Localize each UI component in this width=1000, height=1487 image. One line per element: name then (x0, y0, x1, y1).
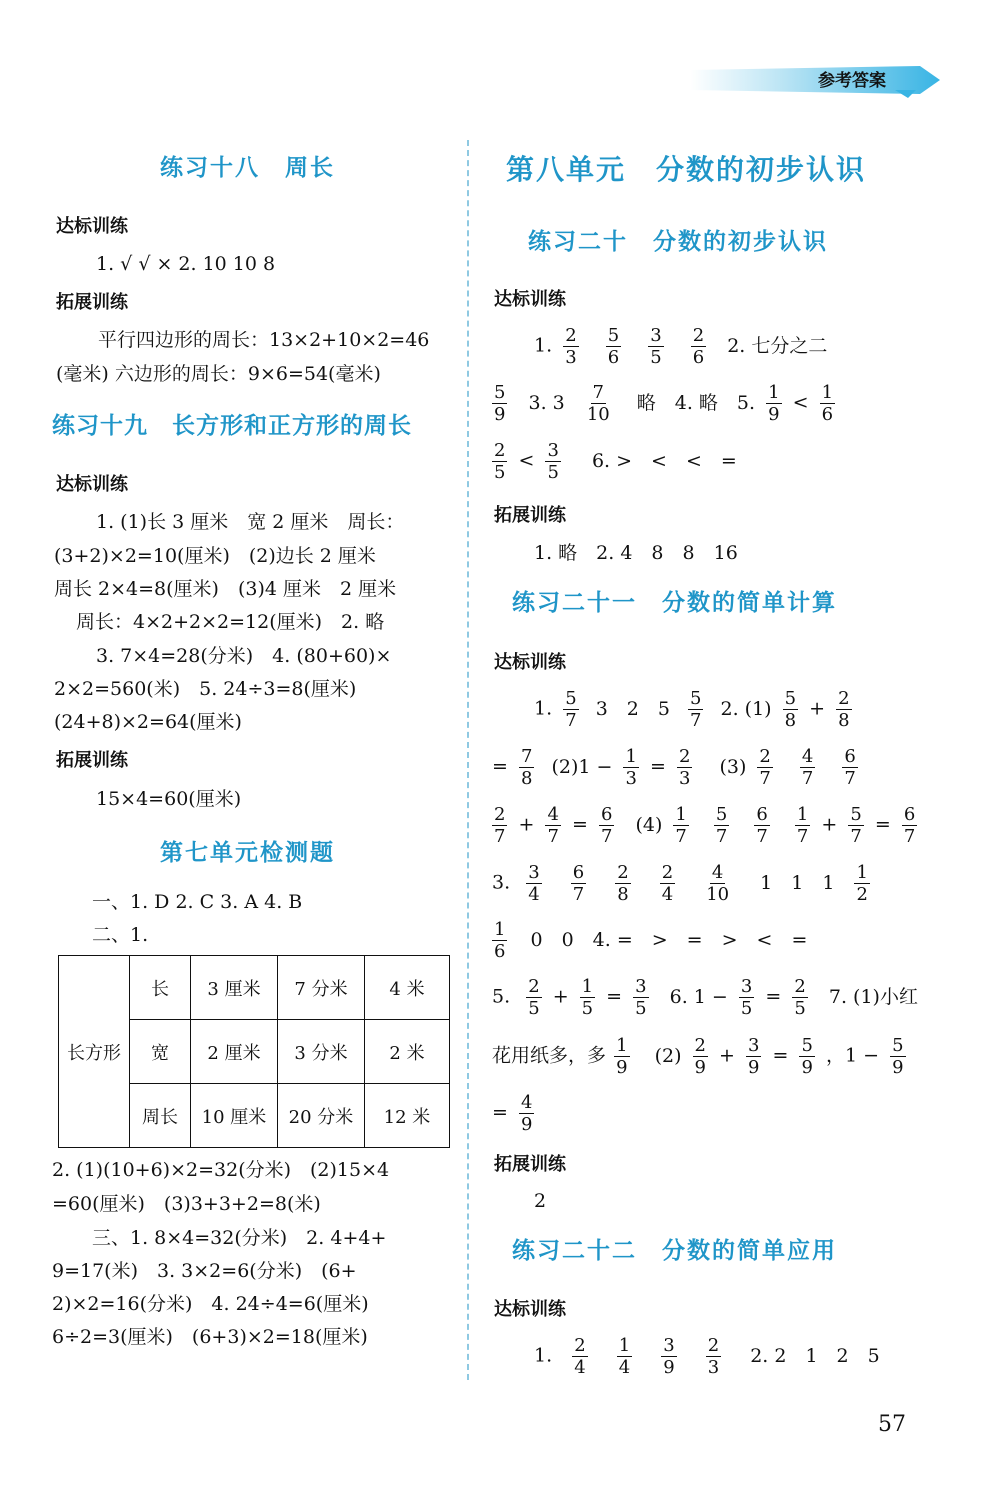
ex21-line-prefix: 3. (492, 871, 511, 894)
table-cell: 2 厘米 (191, 1020, 278, 1084)
denominator: 7 (844, 768, 856, 789)
numerator: 2 (759, 746, 771, 767)
denominator: 9 (520, 1114, 533, 1135)
numerator: 5 (715, 804, 728, 825)
ex21-line (492, 1092, 539, 1135)
fraction (617, 1335, 632, 1378)
fraction (599, 804, 614, 847)
unit8-title: 第八单元 分数的初步认识 (506, 153, 867, 186)
numerator: 2 (838, 688, 850, 709)
denominator: 4 (618, 1357, 631, 1378)
numerator: 3 (635, 976, 647, 997)
fraction (799, 1035, 814, 1078)
numerator: 4 (520, 1092, 533, 1113)
fraction (792, 976, 807, 1019)
denominator: 5 (494, 462, 506, 483)
ex21-line-text: 花用纸多，多 (492, 1044, 607, 1067)
denominator: 7 (796, 826, 809, 847)
numerator: 6 (756, 804, 768, 825)
ex21-standard-heading: 达标训练 (494, 652, 566, 673)
fraction (633, 976, 648, 1019)
fraction (519, 746, 534, 789)
ex21-line-text: 0 0 4. = > = > < = (530, 928, 808, 951)
fraction (572, 1335, 587, 1378)
numerator: 2 (574, 1335, 586, 1356)
denominator: 9 (892, 1057, 904, 1078)
denominator: 9 (694, 1057, 706, 1078)
ex19-title: 练习十九 长方形和正方形的周长 (52, 413, 412, 439)
fraction (660, 862, 675, 905)
denominator: 4 (528, 884, 540, 905)
fraction (526, 862, 541, 905)
ex21-line (534, 688, 857, 731)
ex20-line (492, 440, 737, 483)
fraction (754, 804, 769, 847)
denominator: 7 (801, 768, 814, 789)
unit7-line: 6÷2=3(厘米) (6+3)×2=18(厘米) (52, 1326, 368, 1348)
denominator: 8 (838, 710, 850, 731)
ex19-standard-heading: 达标训练 (56, 474, 128, 495)
operator: + (719, 1044, 735, 1067)
denominator: 9 (768, 404, 780, 425)
fraction (795, 804, 810, 847)
denominator: 7 (756, 826, 768, 847)
fraction (890, 1035, 905, 1078)
ex18-extension-heading: 拓展训练 (56, 292, 128, 313)
denominator: 5 (528, 998, 540, 1019)
numerator: 4 (547, 804, 559, 825)
denominator: 4 (574, 1357, 586, 1378)
table-cell: 20 分米 (278, 1084, 365, 1148)
fraction (492, 440, 507, 483)
fraction (820, 382, 835, 425)
header-banner-text: 参考答案 (818, 71, 886, 91)
numerator: 1 (616, 1035, 628, 1056)
table-cell: 宽 (130, 1020, 191, 1084)
numerator: 2 (565, 325, 577, 346)
numerator: 5 (784, 688, 797, 709)
numerator: 1 (768, 382, 780, 403)
fraction (691, 325, 706, 368)
numerator: 7 (592, 382, 604, 403)
ex18-standard-heading: 达标训练 (56, 216, 128, 237)
ex19-line: 3. 7×4=28(分米) 4. (80+60)× (96, 645, 392, 667)
ex18-line: (毫米) 六边形的周长：9×6=54(毫米) (56, 363, 381, 385)
fraction (606, 325, 621, 368)
denominator: 5 (794, 998, 806, 1019)
ex19-line: 2×2=560(米) 5. 24÷3=8(厘米) (54, 678, 357, 700)
numerator: 1 (675, 804, 687, 825)
header-banner (690, 60, 940, 100)
denominator: 8 (617, 884, 629, 905)
ex20-line-text: 2. 七分之二 (727, 334, 828, 357)
ex21-line-text: 6. 1 − (669, 985, 728, 1008)
fraction (902, 804, 917, 847)
ex22-line-text: 2. 2 1 2 5 (750, 1344, 880, 1367)
ex21-line-prefix: 1. (534, 697, 553, 720)
unit7-line: 三、1. 8×4=32(分米) 2. 4+4+ (92, 1227, 387, 1249)
ex21-line (492, 804, 922, 847)
ex18-line: 平行四边形的周长：13×2+10×2=46 (98, 329, 430, 351)
operator: = (492, 755, 508, 778)
ex20-extension-heading: 拓展训练 (494, 505, 566, 526)
fraction (673, 804, 688, 847)
ex21-line (492, 1035, 911, 1078)
numerator: 1 (625, 746, 637, 767)
fraction (615, 862, 630, 905)
operator: + (809, 697, 826, 720)
numerator: 6 (844, 746, 856, 767)
denominator: 10 (706, 884, 730, 905)
ex21-line-text: 1 1 1 (760, 871, 835, 894)
fraction (739, 976, 754, 1019)
fraction (688, 688, 703, 731)
numerator: 4 (711, 862, 724, 883)
operator: < (518, 449, 535, 472)
numerator: 2 (694, 1035, 706, 1056)
denominator: 7 (494, 826, 506, 847)
ex21-line: 2 (534, 1190, 547, 1212)
denominator: 7 (690, 710, 702, 731)
denominator: 5 (635, 998, 647, 1019)
denominator: 9 (748, 1057, 760, 1078)
denominator: 9 (494, 404, 506, 425)
ex21-line (492, 976, 918, 1019)
column-divider (467, 140, 469, 1380)
ex19-line: (3+2)×2=10(厘米) (2)边长 2 厘米 (54, 545, 376, 567)
page-number: 57 (878, 1412, 906, 1437)
numerator: 5 (850, 804, 862, 825)
fraction (580, 976, 595, 1019)
operator: = (649, 755, 666, 778)
denominator: 10 (586, 404, 610, 425)
table-cell: 3 厘米 (191, 956, 278, 1020)
fraction (783, 688, 798, 731)
fraction (526, 976, 541, 1019)
numerator: 1 (581, 976, 594, 997)
fraction (648, 325, 663, 368)
denominator: 3 (678, 768, 691, 789)
fraction (545, 804, 560, 847)
table-cell: 7 分米 (278, 956, 365, 1020)
denominator: 7 (759, 768, 771, 789)
numerator: 7 (520, 746, 533, 767)
ex21-line-prefix: 5. (492, 985, 511, 1008)
numerator: 5 (565, 688, 577, 709)
denominator: 3 (707, 1357, 720, 1378)
denominator: 5 (581, 998, 594, 1019)
ex19-line: 周长 2×4=8(厘米) (3)4 厘米 2 厘米 (54, 578, 397, 600)
ex20-line (492, 382, 840, 425)
numerator: 5 (801, 1035, 813, 1056)
numerator: 3 (650, 325, 662, 346)
ex21-line-text: (4) (635, 813, 663, 836)
operator: = (492, 1101, 508, 1124)
fraction (746, 1035, 761, 1078)
fraction (661, 1335, 676, 1378)
numerator: 2 (692, 325, 705, 346)
ex20-title: 练习二十 分数的初步认识 (528, 229, 828, 255)
ex19-line: 1. (1)长 3 厘米 宽 2 厘米 周长： (96, 511, 405, 533)
ex21-line-text: (2)1 − (551, 755, 613, 778)
numerator: 3 (547, 440, 559, 461)
denominator: 5 (740, 998, 753, 1019)
fraction (563, 688, 578, 731)
ex20-line-text: 6. > < < = (591, 449, 737, 472)
fraction (623, 746, 638, 789)
numerator: 2 (661, 862, 674, 883)
fraction (854, 862, 869, 905)
numerator: 3 (528, 862, 540, 883)
ex20-line-prefix: 1. (534, 334, 553, 357)
ex18-line: 1. √ √ × 2. 10 10 8 (96, 253, 276, 275)
numerator: 2 (528, 976, 540, 997)
table-row (59, 956, 450, 1020)
table-cell: 周长 (130, 1084, 191, 1148)
denominator: 7 (850, 826, 862, 847)
numerator: 2 (494, 440, 506, 461)
fraction (848, 804, 863, 847)
table-cell: 3 分米 (278, 1020, 365, 1084)
numerator: 1 (856, 862, 868, 883)
fraction (545, 440, 560, 483)
denominator: 7 (675, 826, 687, 847)
ex21-line (492, 746, 863, 789)
ex22-line-prefix: 1. (534, 1344, 553, 1367)
operator: = (772, 1044, 789, 1067)
unit7-line: 一、1. D 2. C 3. A 4. B (92, 891, 303, 913)
denominator: 6 (821, 404, 834, 425)
operator: = (571, 813, 588, 836)
operator: = (874, 813, 891, 836)
fraction (571, 862, 586, 905)
denominator: 7 (903, 826, 916, 847)
ex19-line: 15×4=60(厘米) (96, 788, 242, 810)
numerator: 6 (903, 804, 916, 825)
unit7-line: =60(厘米) (3)3+3+2=8(米) (52, 1193, 321, 1215)
ex22-title: 练习二十二 分数的简单应用 (512, 1238, 837, 1264)
numerator: 3 (663, 1335, 675, 1356)
numerator: 5 (690, 688, 702, 709)
table-cell: 12 米 (365, 1084, 450, 1148)
ex21-line-text: (2) (654, 1044, 682, 1067)
unit7-line: 2)×2=16(分米) 4. 24÷4=6(厘米) (52, 1293, 369, 1315)
ex21-line-text: 3 2 5 (595, 697, 670, 720)
table-cell: 4 米 (365, 956, 450, 1020)
fraction (519, 1092, 534, 1135)
denominator: 7 (565, 710, 577, 731)
fraction (704, 862, 731, 905)
fraction (800, 746, 815, 789)
fraction (563, 325, 578, 368)
fraction (714, 804, 729, 847)
fraction (836, 688, 851, 731)
ex20-line: 1. 略 2. 4 8 8 16 (534, 542, 738, 564)
ex22-line (534, 1335, 880, 1378)
numerator: 3 (740, 976, 753, 997)
denominator: 6 (494, 941, 506, 962)
unit7-line: 9=17(米) 3. 3×2=6(分米) (6+ (52, 1260, 357, 1282)
numerator: 1 (821, 382, 834, 403)
denominator: 9 (801, 1057, 813, 1078)
numerator: 1 (494, 919, 506, 940)
numerator: 2 (617, 862, 629, 883)
ex22-standard-heading: 达标训练 (494, 1299, 566, 1320)
operator: < (792, 391, 809, 414)
rectangle-table (58, 955, 450, 1148)
denominator: 3 (625, 768, 637, 789)
ex19-extension-heading: 拓展训练 (56, 750, 128, 771)
fraction (614, 1035, 629, 1078)
table-cell: 2 米 (365, 1020, 450, 1084)
denominator: 3 (565, 347, 577, 368)
denominator: 7 (715, 826, 728, 847)
denominator: 8 (784, 710, 797, 731)
denominator: 7 (547, 826, 559, 847)
denominator: 6 (692, 347, 705, 368)
table-row-head: 长方形 (59, 956, 130, 1148)
table-cell: 长 (130, 956, 191, 1020)
numerator: 6 (572, 862, 585, 883)
ex20-line (534, 325, 827, 368)
ex20-line-text: 3. 3 (528, 391, 565, 414)
ex20-line-text: 略 4. 略 5. (636, 391, 756, 414)
numerator: 2 (707, 1335, 720, 1356)
numerator: 1 (618, 1335, 631, 1356)
ex21-line-text: (3) (719, 755, 747, 778)
unit7-title: 第七单元检测题 (160, 840, 335, 866)
numerator: 5 (494, 382, 506, 403)
fraction (492, 804, 507, 847)
denominator: 4 (661, 884, 674, 905)
numerator: 4 (801, 746, 814, 767)
ex20-standard-heading: 达标训练 (494, 289, 566, 310)
unit7-line: 2. (1)(10+6)×2=32(分米) (2)15×4 (52, 1159, 390, 1181)
fraction (693, 1035, 708, 1078)
numerator: 6 (600, 804, 613, 825)
ex21-line (492, 862, 875, 905)
denominator: 7 (572, 884, 585, 905)
numerator: 2 (678, 746, 691, 767)
operator: = (606, 985, 623, 1008)
ex21-line-text: 2. (1) (720, 697, 772, 720)
operator: + (821, 813, 838, 836)
ex19-line: (24+8)×2=64(厘米) (54, 711, 242, 733)
table-cell: 10 厘米 (191, 1084, 278, 1148)
ex21-line (492, 919, 807, 962)
numerator: 2 (794, 976, 806, 997)
numerator: 3 (748, 1035, 760, 1056)
unit7-line: 二、1. (92, 924, 149, 946)
denominator: 5 (650, 347, 662, 368)
denominator: 8 (520, 768, 533, 789)
fraction (492, 382, 507, 425)
numerator: 5 (607, 325, 620, 346)
ex21-extension-heading: 拓展训练 (494, 1154, 566, 1175)
fraction (677, 746, 692, 789)
numerator: 2 (494, 804, 506, 825)
fraction (766, 382, 781, 425)
ex18-title: 练习十八 周长 (160, 155, 335, 181)
fraction (492, 919, 507, 962)
denominator: 7 (600, 826, 613, 847)
ex19-line: 周长：4×2+2×2=12(厘米) 2. 略 (76, 611, 385, 633)
numerator: 1 (796, 804, 809, 825)
denominator: 9 (663, 1357, 675, 1378)
fraction (706, 1335, 721, 1378)
denominator: 5 (547, 462, 559, 483)
fraction (842, 746, 857, 789)
ex21-title: 练习二十一 分数的简单计算 (512, 590, 837, 616)
ex21-line-text: 7. (1)小红 (828, 985, 918, 1008)
denominator: 9 (616, 1057, 628, 1078)
denominator: 6 (607, 347, 620, 368)
fraction (757, 746, 772, 789)
operator: + (552, 985, 569, 1008)
ex21-line-text: ，1 − (825, 1044, 880, 1067)
fraction (585, 382, 612, 425)
numerator: 5 (892, 1035, 904, 1056)
operator: + (518, 813, 535, 836)
denominator: 2 (856, 884, 868, 905)
operator: = (765, 985, 782, 1008)
